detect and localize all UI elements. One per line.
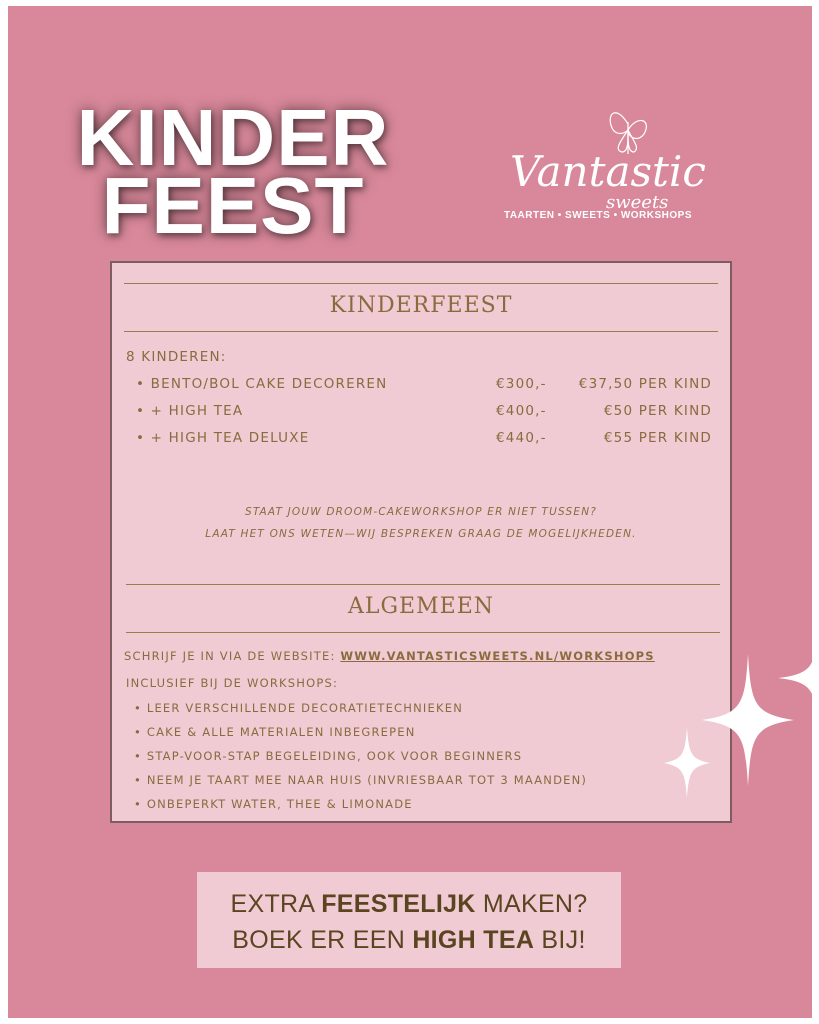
website-link[interactable]: WWW.VANTASTICSWEETS.NL/WORKSHOPS	[340, 649, 655, 663]
sparkle-edge-icon	[778, 626, 812, 730]
row-price: €300,-	[496, 376, 547, 392]
section-title-kinderfeest: KINDERFEEST	[329, 293, 513, 318]
divider	[124, 283, 718, 284]
row-price: €440,-	[496, 430, 547, 446]
divider	[124, 331, 718, 332]
row-label: • + HIGH TEA	[136, 403, 244, 419]
section-title-algemeen: ALGEMEEN	[347, 594, 495, 619]
logo-sub-text: sweets	[606, 192, 669, 213]
row-label: • + HIGH TEA DELUXE	[136, 430, 310, 446]
info-card	[110, 261, 732, 823]
divider	[126, 632, 720, 633]
logo-script-text: Vantastic	[510, 147, 706, 196]
row-price: €400,-	[496, 403, 547, 419]
cta-box	[197, 872, 621, 968]
list-item: • STAP-VOOR-STAP BEGELEIDING, OOK VOOR BEGINNERS	[134, 749, 523, 763]
note-line-2: LAAT HET ONS WETEN—WIJ BESPREKEN GRAAG DE MOGELIJKHEDEN.	[205, 528, 637, 540]
cta-line-2: BOEK ER EEN HIGH TEA BIJ!	[232, 926, 586, 954]
row-per-kid: €37,50 PER KIND	[578, 376, 712, 392]
kids-count: 8 KINDEREN:	[126, 349, 227, 365]
title-line-2: FEEST	[101, 161, 365, 250]
included-label: INCLUSIEF BIJ DE WORKSHOPS:	[126, 676, 339, 690]
list-item: • CAKE & ALLE MATERIALEN INBEGREPEN	[134, 725, 416, 739]
title-line-1: KINDER	[76, 93, 390, 182]
sparkle-small-icon	[664, 728, 710, 798]
row-per-kid: €55 PER KIND	[603, 430, 712, 446]
note-line-1: STAAT JOUW DROOM-CAKEWORKSHOP ER NIET TUSSEN?	[244, 506, 598, 518]
cta-line-1: EXTRA FEESTELIJK MAKEN?	[230, 890, 588, 918]
signup-line	[124, 649, 655, 663]
list-item: • ONBEPERKT WATER, THEE & LIMONADE	[134, 797, 413, 811]
list-item: • NEEM JE TAART MEE NAAR HUIS (INVRIESBAAR TOT 3 MAANDEN)	[134, 773, 588, 787]
signup-text: SCHRIJF JE IN VIA DE WEBSITE:	[124, 649, 336, 663]
row-per-kid: €50 PER KIND	[603, 403, 712, 419]
row-label: • BENTO/BOL CAKE DECOREREN	[136, 376, 388, 392]
list-item: • LEER VERSCHILLENDE DECORATIETECHNIEKEN	[134, 701, 463, 715]
logo-tagline: TAARTEN • SWEETS • WORKSHOPS	[503, 210, 693, 221]
poster	[8, 6, 812, 1018]
divider	[126, 584, 720, 585]
